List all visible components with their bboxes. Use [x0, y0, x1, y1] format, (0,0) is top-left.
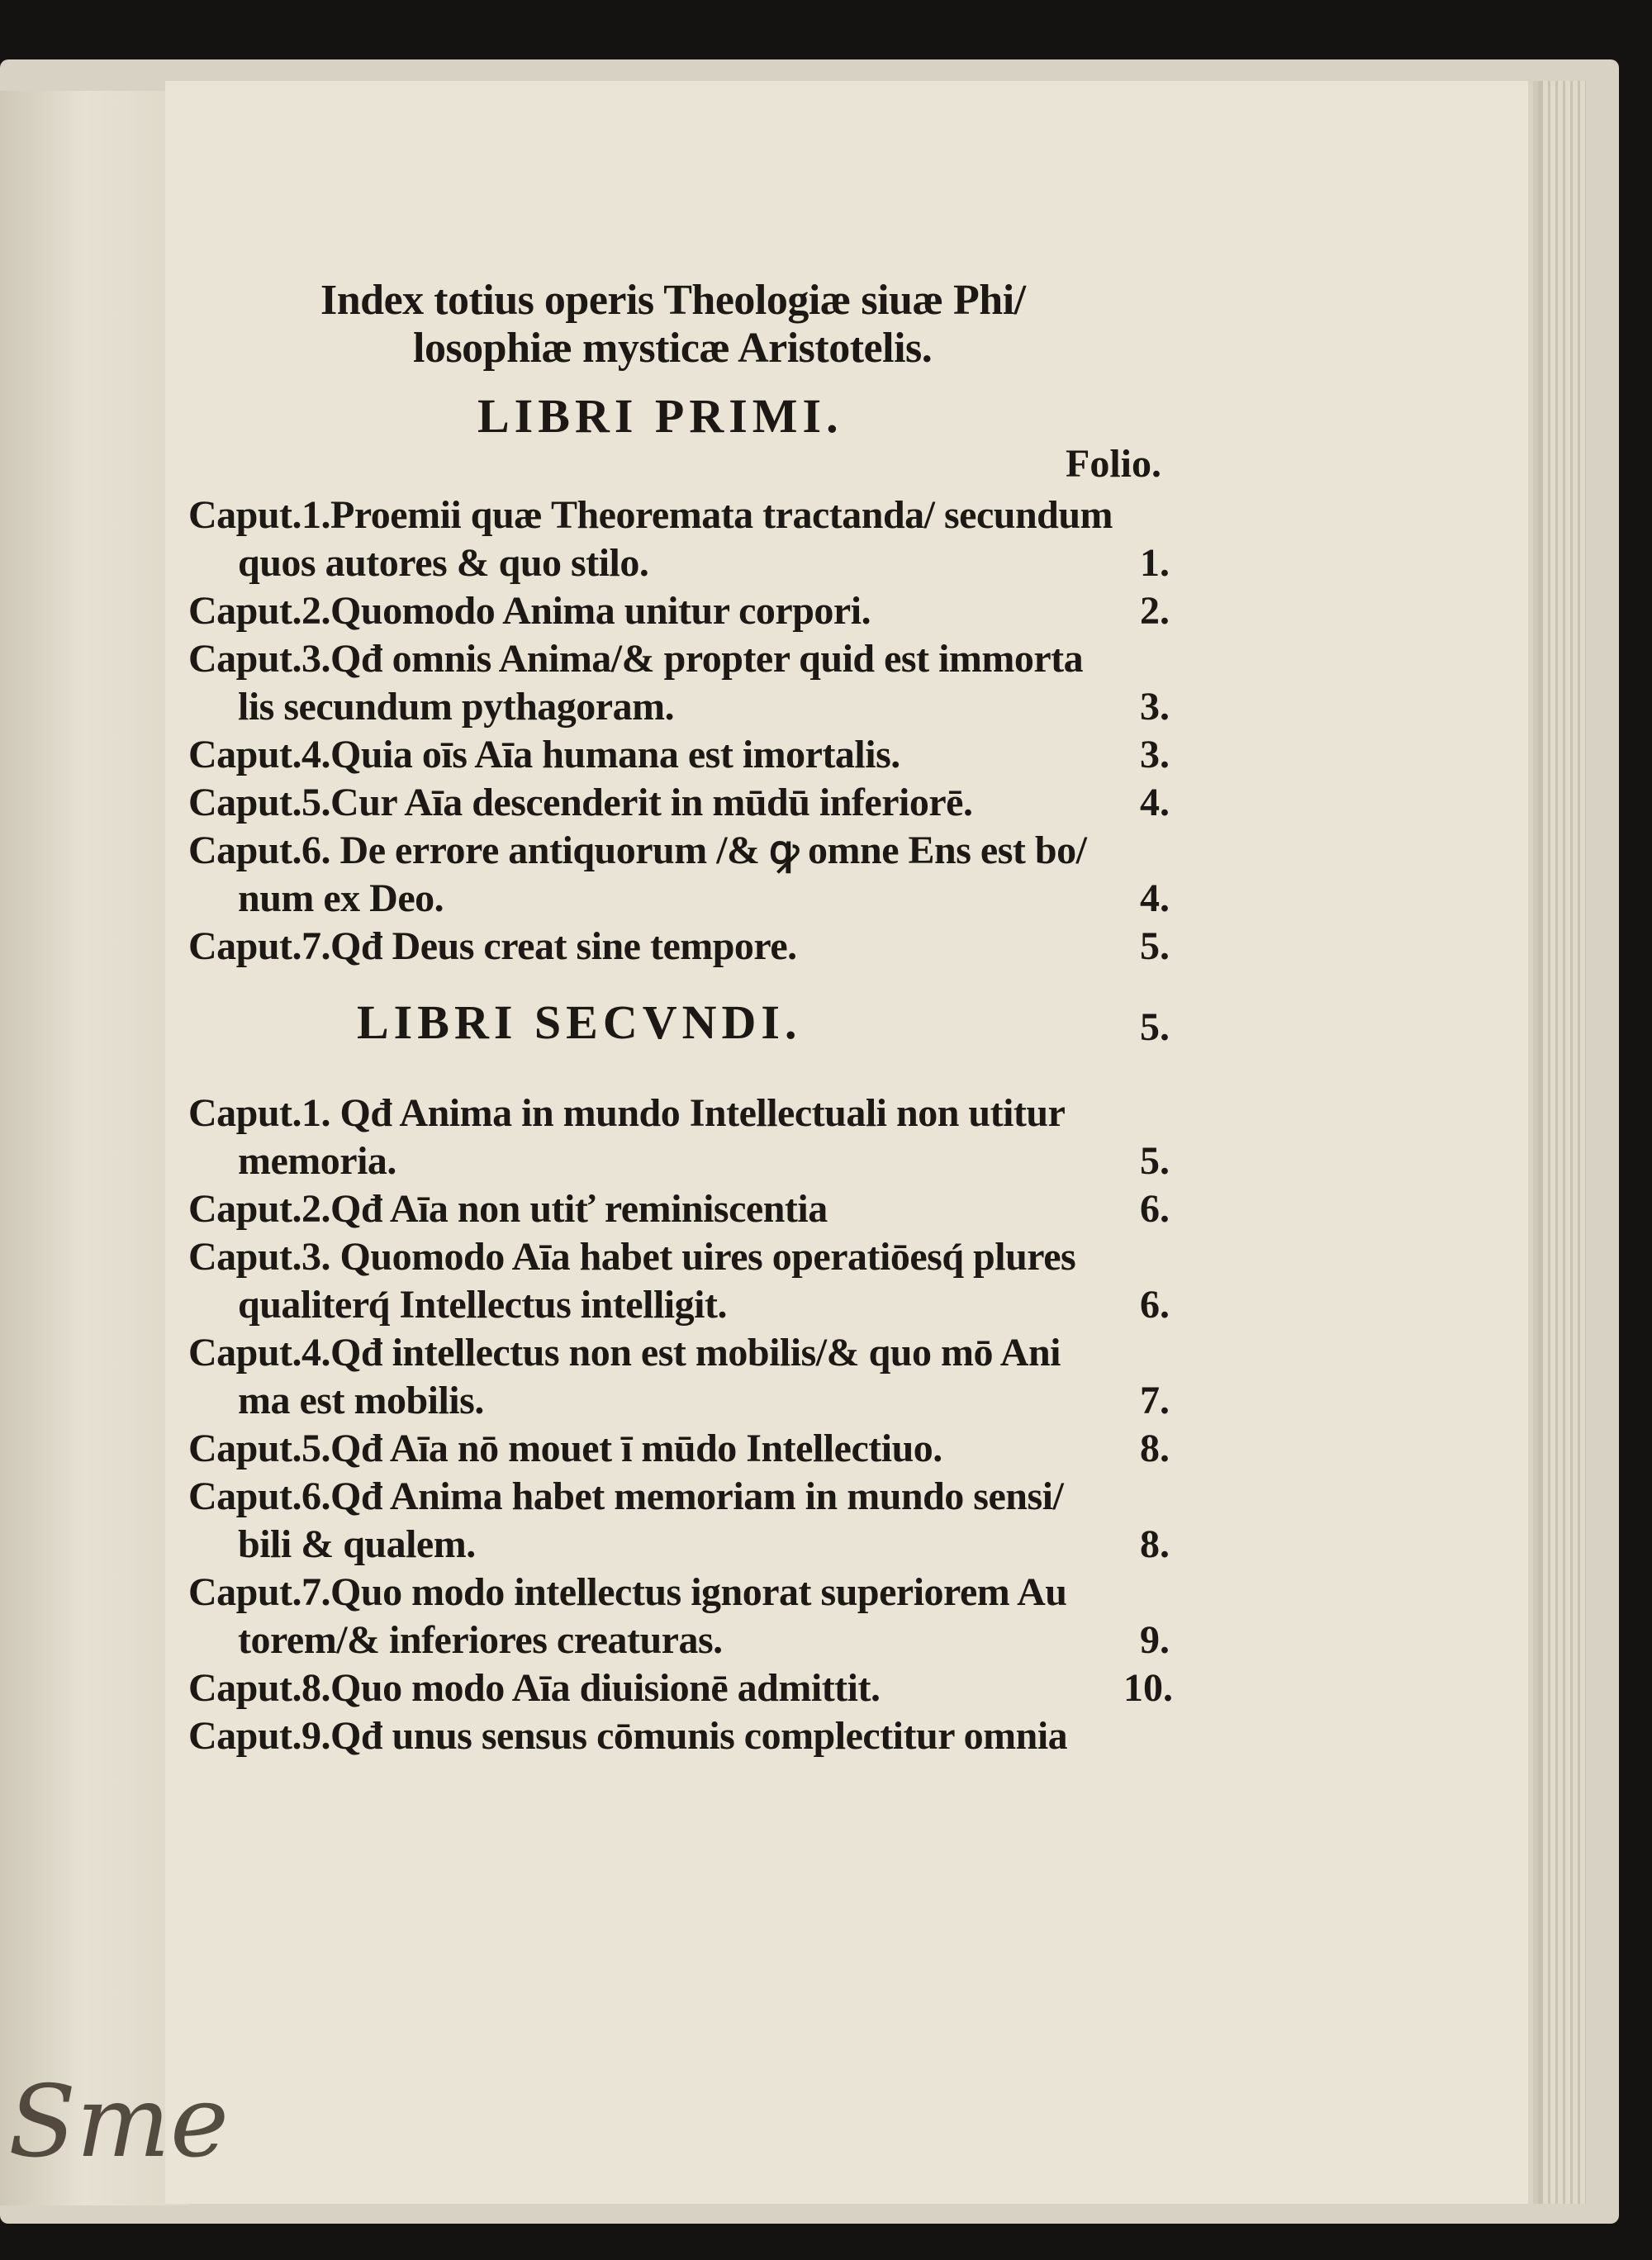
toc-folio: 4. [1140, 876, 1170, 920]
toc-folio: 10. [1123, 1666, 1173, 1710]
toc-entry: ma est mobilis. [238, 1379, 484, 1422]
toc-entry: Caput.7.Quo modo intellectus ignorat superiorem Au [188, 1570, 1067, 1614]
toc-entry: Caput.7.Qđ Deus creat sine tempore. [188, 924, 797, 968]
toc-folio: 5. [1140, 924, 1170, 968]
toc-folio: 7. [1140, 1379, 1170, 1422]
toc-entry: Caput.6. De errore antiquorum /& ꝙ omne Ens est bo/ [188, 829, 1087, 872]
toc-entry: num ex Deo. [238, 876, 444, 920]
toc-entry: Caput.9.Qđ unus sensus cōmunis complectitur omnia [188, 1714, 1068, 1758]
toc-entry: Caput.8.Quo modo Aīa diuisionē admittit. [188, 1666, 881, 1710]
toc-entry: torem/& inferiores creaturas. [238, 1618, 723, 1662]
page-text [165, 81, 1528, 2204]
toc-folio: 6. [1140, 1283, 1170, 1327]
toc-entry: memoria. [238, 1139, 396, 1183]
toc-folio: 2. [1140, 589, 1170, 633]
handwritten-margin-note: Sme [8, 2065, 230, 2180]
toc-folio: 5. [1140, 1005, 1170, 1049]
toc-entry: Caput.4.Qđ intellectus non est mobilis/& quo mō Ani [188, 1331, 1061, 1375]
toc-entry: Caput.3. Quomodo Aīa habet uires operatiōesq́ plures [188, 1235, 1076, 1279]
toc-entry: lis secundum pythagoram. [238, 685, 675, 729]
toc-folio: 6. [1140, 1187, 1170, 1231]
toc-entry: Caput.2.Qđ Aīa non utiť reminiscentia [188, 1187, 828, 1231]
toc-folio: 4. [1140, 781, 1170, 824]
page-edges [1528, 81, 1586, 2204]
toc-entry: Caput.5.Cur Aīa descenderit in mūdū inferiorē. [188, 781, 973, 824]
toc-entry: Caput.1. Qđ Anima in mundo Intellectuali non utitur [188, 1091, 1066, 1135]
toc-entry: Caput.6.Qđ Anima habet memoriam in mundo sensi/ [188, 1474, 1064, 1518]
binding-gutter [0, 91, 190, 2205]
folio-column-header: Folio. [1066, 442, 1161, 486]
toc-folio: 3. [1140, 733, 1170, 776]
index-title-line-1: Index totius operis Theologiæ siuæ Phi/ [320, 277, 1026, 324]
toc-folio: 8. [1140, 1427, 1170, 1470]
printed-page [165, 81, 1528, 2204]
toc-folio: 9. [1140, 1618, 1170, 1662]
toc-folio: 3. [1140, 685, 1170, 729]
toc-folio: 5. [1140, 1139, 1170, 1183]
toc-entry: bili & qualem. [238, 1522, 476, 1566]
index-title-line-2: losophiæ mysticæ Aristotelis. [413, 325, 933, 372]
toc-folio: 1. [1140, 541, 1170, 585]
toc-entry: Caput.4.Quia oīs Aīa humana est imortalis. [188, 733, 900, 776]
toc-entry: qualiterq́ Intellectus intelligit. [238, 1283, 727, 1327]
book-2-title: LIBRI SECVNDI. [357, 995, 802, 1049]
toc-entry: quos autores & quo stilo. [238, 541, 649, 585]
book-1-title: LIBRI PRIMI. [477, 389, 843, 443]
toc-entry: Caput.3.Qđ omnis Anima/& propter quid est immorta [188, 637, 1084, 681]
toc-entry: Caput.2.Quomodo Anima unitur corpori. [188, 589, 871, 633]
toc-entry: Caput.1.Proemii quæ Theoremata tractanda/ secundum [188, 493, 1113, 537]
toc-entry: Caput.5.Qđ Aīa nō mouet ī mūdo Intellectiuo. [188, 1427, 942, 1470]
toc-folio: 8. [1140, 1522, 1170, 1566]
